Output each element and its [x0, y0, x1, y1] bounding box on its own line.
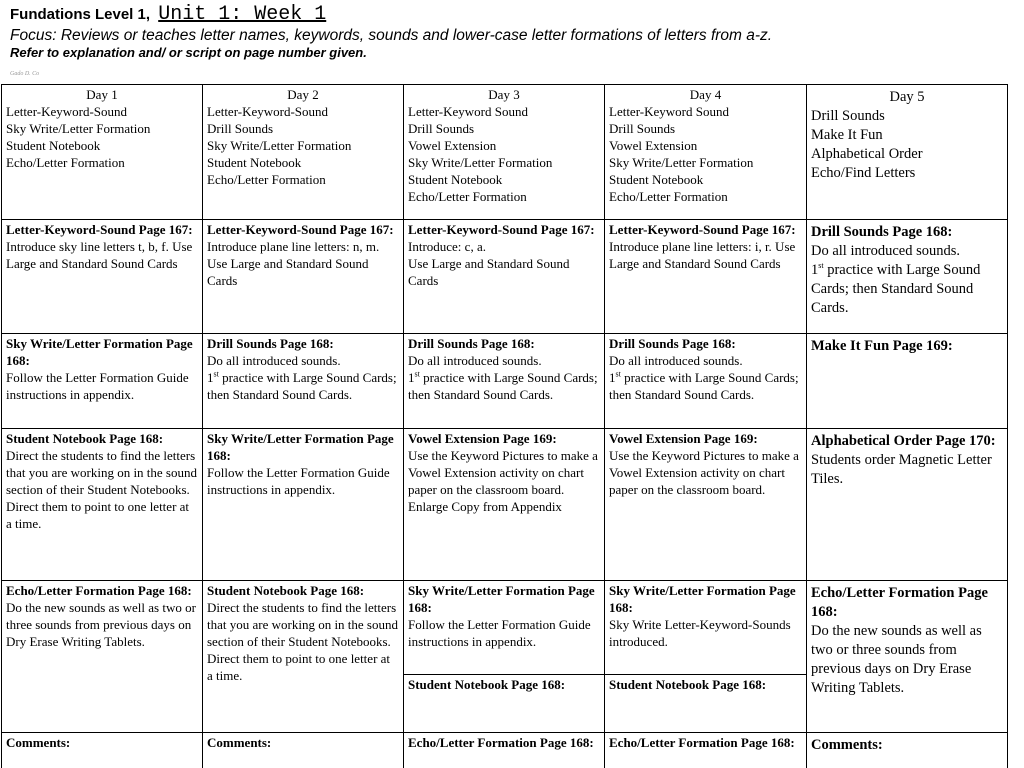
- table-row: [2, 581, 1008, 675]
- day-3-activity-6: [404, 733, 605, 768]
- activity-text: Introduce plane line letters: n, m. Use Large and Standard Sound Cards: [207, 239, 380, 288]
- list-item: Drill Sounds: [408, 121, 475, 136]
- activity-text: Direct the students to find the letters that you are working on in the sound section of their Student Notebooks. Direct them to point to one letter at a time.: [207, 600, 398, 683]
- day-1-activity-1: [2, 220, 203, 334]
- table-row: [2, 85, 1008, 220]
- day-2-overview: [203, 85, 404, 220]
- day-5-activity-1: [807, 220, 1008, 334]
- day-5-overview: [807, 85, 1008, 220]
- focus-line: Focus: Reviews or teaches letter names, keywords, sounds and lower-case letter formations of letters from a-z.: [10, 27, 773, 44]
- day-2-comments: [203, 733, 404, 768]
- list-item: Student Notebook: [609, 172, 704, 187]
- activity-text: Direct the students to find the letters that you are working on in the sound section of their Student Notebooks. Direct them to point to one letter at a time.: [6, 448, 197, 531]
- activity-text-cont: practice with Large Sound Cards; then Standard Sound Cards.: [609, 370, 799, 402]
- activity-text: [207, 370, 397, 402]
- ordinal-number: 1: [408, 370, 415, 385]
- day-5-activity-2: [807, 334, 1008, 429]
- title-prefix: Fundations Level 1,: [10, 6, 151, 23]
- activity-heading: Student Notebook Page 168:: [207, 583, 365, 598]
- refer-line: Refer to explanation and/ or script on page number given.: [10, 45, 367, 60]
- activity-heading: Student Notebook Page 168:: [609, 677, 767, 692]
- activity-heading: Drill Sounds Page 168:: [609, 336, 736, 351]
- list-item: Student Notebook: [408, 172, 503, 187]
- list-item: Vowel Extension: [408, 138, 497, 153]
- activity-heading: Drill Sounds Page 168:: [811, 224, 953, 240]
- day-3-activity-3: [404, 429, 605, 581]
- table-row: [2, 429, 1008, 581]
- activity-heading: Echo/Letter Formation Page 168:: [6, 583, 192, 598]
- activity-heading: Sky Write/Letter Formation Page 168:: [6, 336, 193, 368]
- list-item: Sky Write/Letter Formation: [6, 121, 151, 136]
- activity-text: Use Large and Standard Sound Cards: [408, 256, 570, 288]
- activity-heading: Sky Write/Letter Formation Page 168:: [207, 431, 394, 463]
- list-item: Letter-Keyword-Sound: [6, 104, 128, 119]
- day-3-activity-1: [404, 220, 605, 334]
- activity-heading: Letter-Keyword-Sound Page 167:: [408, 222, 595, 237]
- day-1-comments: [2, 733, 203, 768]
- activity-heading: Student Notebook Page 168:: [6, 431, 164, 446]
- day-title: Day 5: [889, 89, 925, 105]
- activity-heading: Drill Sounds Page 168:: [408, 336, 535, 351]
- list-item: Vowel Extension: [609, 138, 698, 153]
- day-2-activity-1: [203, 220, 404, 334]
- activity-heading: Sky Write/Letter Formation Page 168:: [609, 583, 796, 615]
- list-item: Make It Fun: [811, 127, 883, 143]
- day-3-activity-5: [404, 675, 605, 733]
- activity-text: Do all introduced sounds.: [207, 353, 341, 368]
- activity-text: Do the new sounds as well as two or three sounds from previous days on Dry Erase Writing Tablets.: [6, 600, 196, 649]
- list-item: Sky Write/Letter Formation: [207, 138, 352, 153]
- comments-label: Comments:: [811, 737, 883, 753]
- table-row: [2, 220, 1008, 334]
- day-4-activity-5: [605, 675, 807, 733]
- weekly-plan-table: [1, 84, 1008, 768]
- day-2-activity-3: [203, 429, 404, 581]
- day-2-activity-4: [203, 581, 404, 733]
- activity-heading: Vowel Extension Page 169:: [609, 431, 758, 446]
- activity-text: Sky Write Letter-Keyword-Sounds introduced.: [609, 617, 791, 649]
- activity-heading: Letter-Keyword-Sound Page 167:: [6, 222, 193, 237]
- activity-text: Use the Keyword Pictures to make a Vowel Extension activity on chart paper on the classroom board.: [408, 448, 598, 497]
- activity-heading: Letter-Keyword-Sound Page 167:: [609, 222, 796, 237]
- list-item: Echo/Find Letters: [811, 165, 916, 181]
- activity-heading: Sky Write/Letter Formation Page 168:: [408, 583, 595, 615]
- activity-text-cont: practice with Large Sound Cards; then Standard Sound Cards.: [811, 262, 981, 316]
- activity-text: [811, 262, 980, 316]
- activity-heading: Student Notebook Page 168:: [408, 677, 566, 692]
- table-row: [2, 334, 1008, 429]
- activity-heading: Drill Sounds Page 168:: [207, 336, 334, 351]
- activity-text: Follow the Letter Formation Guide instructions in appendix.: [6, 370, 189, 402]
- day-title: Day 1: [86, 87, 118, 102]
- day-title: Day 4: [689, 87, 722, 102]
- activity-text: Do the new sounds as well as two or three sounds from previous days on Dry Erase Writing Tablets.: [811, 623, 982, 696]
- list-item: Echo/Letter Formation: [207, 172, 326, 187]
- comments-label: Comments:: [207, 735, 272, 750]
- day-5-activity-3: [807, 429, 1008, 581]
- activity-text: Do all introduced sounds.: [811, 243, 961, 259]
- activity-heading: Alphabetical Order Page 170:: [811, 433, 996, 449]
- day-4-activity-1: [605, 220, 807, 334]
- activity-text: Students order Magnetic Letter Tiles.: [811, 452, 992, 487]
- day-title: Day 2: [287, 87, 319, 102]
- activity-text: Introduce sky line letters t, b, f. Use Large and Standard Sound Cards: [6, 239, 193, 271]
- day-4-activity-4: [605, 581, 807, 675]
- activity-text: [609, 370, 799, 402]
- activity-text-cont: practice with Large Sound Cards; then Standard Sound Cards.: [408, 370, 598, 402]
- activity-heading: Echo/Letter Formation Page 168:: [609, 735, 795, 750]
- list-item: Letter-Keyword Sound: [408, 104, 528, 119]
- activity-text: Do all introduced sounds.: [609, 353, 743, 368]
- page-header: [10, 3, 1010, 61]
- activity-text: Follow the Letter Formation Guide instructions in appendix.: [207, 465, 390, 497]
- list-item: Letter-Keyword Sound: [609, 104, 729, 119]
- day-3-activity-2: [404, 334, 605, 429]
- day-2-activity-2: [203, 334, 404, 429]
- day-1-activity-2: [2, 334, 203, 429]
- page-title: [10, 3, 1010, 27]
- list-item: Echo/Letter Formation: [609, 189, 728, 204]
- ordinal-suffix: st: [818, 261, 824, 271]
- comments-label: Comments:: [6, 735, 71, 750]
- activity-heading: Vowel Extension Page 169:: [408, 431, 557, 446]
- day-3-overview: [404, 85, 605, 220]
- list-item: Student Notebook: [207, 155, 302, 170]
- activity-heading: Make It Fun Page 169:: [811, 338, 953, 354]
- list-item: Student Notebook: [6, 138, 101, 153]
- activity-text: Use the Keyword Pictures to make a Vowel Extension activity on chart paper on the classroom board.: [609, 448, 799, 497]
- day-3-activity-4: [404, 581, 605, 675]
- activity-text: [408, 370, 598, 402]
- activity-text: Enlarge Copy from Appendix: [408, 499, 562, 514]
- day-4-activity-6: [605, 733, 807, 768]
- activity-heading: Echo/Letter Formation Page 168:: [408, 735, 594, 750]
- list-item: Echo/Letter Formation: [6, 155, 125, 170]
- day-4-activity-2: [605, 334, 807, 429]
- tiny-note: Gado D. Co: [10, 71, 40, 77]
- day-4-overview: [605, 85, 807, 220]
- activity-text-cont: practice with Large Sound Cards; then Standard Sound Cards.: [207, 370, 397, 402]
- activity-text: Do all introduced sounds.: [408, 353, 542, 368]
- day-5-comments: [807, 733, 1008, 768]
- ordinal-suffix: st: [615, 369, 621, 379]
- list-item: Alphabetical Order: [811, 146, 923, 162]
- activity-text: Introduce plane line letters: i, r. Use Large and Standard Sound Cards: [609, 239, 796, 271]
- ordinal-suffix: st: [414, 369, 420, 379]
- activity-heading: Letter-Keyword-Sound Page 167:: [207, 222, 394, 237]
- list-item: Sky Write/Letter Formation: [609, 155, 754, 170]
- list-item: Drill Sounds: [811, 108, 885, 124]
- list-item: Sky Write/Letter Formation: [408, 155, 553, 170]
- day-1-activity-4: [2, 581, 203, 733]
- table-row: [2, 733, 1008, 768]
- list-item: Drill Sounds: [609, 121, 676, 136]
- list-item: Letter-Keyword-Sound: [207, 104, 329, 119]
- day-5-activity-4: [807, 581, 1008, 733]
- day-title: Day 3: [488, 87, 520, 102]
- day-4-activity-3: [605, 429, 807, 581]
- ordinal-number: 1: [609, 370, 616, 385]
- ordinal-number: 1: [811, 262, 819, 278]
- activity-text: Introduce: c, a.: [408, 239, 486, 254]
- title-unit: Unit 1: Week 1: [158, 3, 327, 26]
- ordinal-suffix: st: [213, 369, 219, 379]
- activity-text: Follow the Letter Formation Guide instructions in appendix.: [408, 617, 591, 649]
- list-item: Echo/Letter Formation: [408, 189, 527, 204]
- activity-heading: Echo/Letter Formation Page 168:: [811, 585, 988, 620]
- day-1-overview: [2, 85, 203, 220]
- ordinal-number: 1: [207, 370, 214, 385]
- list-item: Drill Sounds: [207, 121, 274, 136]
- day-1-activity-3: [2, 429, 203, 581]
